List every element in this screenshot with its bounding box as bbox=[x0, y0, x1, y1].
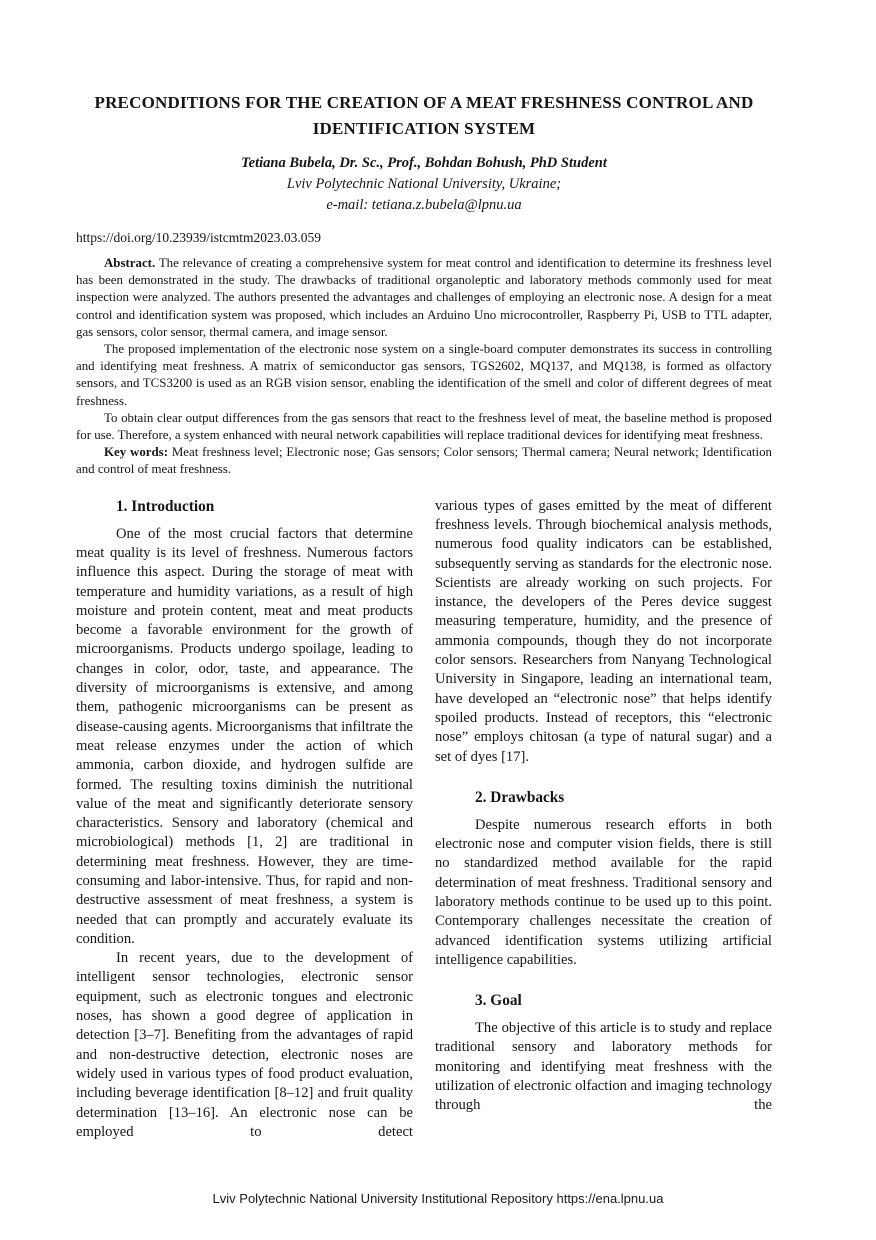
repository-footer: Lviv Polytechnic National University Institutional Repository https://ena.lpnu.ua bbox=[212, 1191, 664, 1206]
paper-title: PRECONDITIONS FOR THE CREATION OF A MEAT FRESHNESS CONTROL AND IDENTIFICATION SYSTEM bbox=[94, 93, 754, 138]
right-column bbox=[435, 497, 772, 1143]
introduction-paragraph-2-continuation: various types of gases emitted by the meat of different freshness levels. Through biochemical analysis methods, numerous food quality indicators can be established, subsequently serving as standards for the electronic nose. Scientists are already working on such projects. For instance, the developers of the Peres device suggest measuring temperature, humidity, and the presence of ammonia compounds, though they do not incorporate color sensors. Researchers from Nanyang Technological University in Singapore, leading an international team, have developed an “electronic nose” that helps identify spoiled products. Instead of receptors, this “electronic nose” employs chitosan (a type of natural sugar) and a set of dyes [17]. bbox=[435, 497, 772, 765]
abstract-block bbox=[76, 255, 772, 479]
left-column bbox=[76, 497, 413, 1143]
keywords-paragraph bbox=[76, 444, 772, 478]
page-content bbox=[76, 0, 772, 1142]
abstract-label: Abstract. bbox=[104, 256, 156, 270]
section-heading-introduction: 1. Introduction bbox=[116, 497, 215, 515]
drawbacks-paragraph-1: Despite numerous research efforts in both electronic nose and computer vision fields, there is still no standardized method available for the rapid determination of meat freshness. Traditional sensory and laboratory methods continue to be used up to this point. Contemporary challenges necessitate the creation of advanced identification systems utilizing artificial intelligence capabilities. bbox=[435, 816, 772, 968]
section-heading-drawbacks: 2. Drawbacks bbox=[475, 788, 565, 806]
two-column-body bbox=[76, 497, 772, 1143]
goal-paragraph-1: The objective of this article is to study and replace traditional sensory and laboratory methods for monitoring and identifying meat freshness with the utilization of electronic olfaction and imaging technology through the bbox=[435, 1020, 772, 1114]
doi-text: https://doi.org/10.23939/istcmtm2023.03.059 bbox=[76, 230, 322, 245]
affiliation-line: Lviv Polytechnic National University, Ukraine; bbox=[286, 176, 562, 192]
section-heading-goal: 3. Goal bbox=[475, 992, 522, 1010]
keywords-text: Meat freshness level; Electronic nose; Gas sensors; Color sensors; Thermal camera; Neural network; Identification and control of meat freshness. bbox=[76, 445, 772, 477]
email-line: e-mail: tetiana.z.bubela@lpnu.ua bbox=[326, 197, 522, 213]
introduction-paragraph-2: In recent years, due to the development of intelligent sensor technologies, electronic sensor equipment, such as electronic tongues and electronic noses, has shown a good degree of application in detection [3–7]. Benefiting from the advantages of rapid and non-destructive detection, electronic noses are widely used in various types of food product evaluation, including beverage identification [8–12] and fruit quality determination [13–16]. An electronic nose can be employed to detect bbox=[76, 950, 413, 1140]
authors-line: Tetiana Bubela, Dr. Sc., Prof., Bohdan Bohush, PhD Student bbox=[241, 155, 607, 171]
introduction-paragraph-1: One of the most crucial factors that determine meat quality is its level of freshness. Numerous factors influence this aspect. During the storage of meat with temperature and humidity variations, as a result of high moisture and protein content, meat and meat products become a favorable environment for the growth of microorganisms. Products undergo spoilage, leading to changes in color, odor, taste, and appearance. The diversity of microorganisms is extensive, and among them, pathogenic microorganisms can be present as disease-causing agents. Microorganisms that infiltrate the meat release enzymes under the action of which ammonia, carbon dioxide, and hydrogen sulfide are formed. The resulting toxins diminish the nutritional value of the meat and significantly deteriorate sensory characteristics. Sensory and laboratory (chemical and microbiological) methods [1, 2] are traditional in determining meat freshness. However, they are time-consuming and labor-intensive. Thus, for rapid and non-destructive assessment of meat freshness, a system is needed that can promptly and accurately evaluate its condition. bbox=[76, 525, 413, 947]
keywords-label: Key words: bbox=[104, 445, 168, 460]
abstract-paragraph-1-text: The relevance of creating a comprehensive system for meat control and identification to determine its freshness level has been demonstrated in the study. The drawbacks of traditional organoleptic and laboratory methods commonly used for meat inspection were analyzed. The authors presented the advantages and challenges of employing an electronic nose. A design for a meat control and identification system was proposed, which includes an Arduino Uno microcontroller, Raspberry Pi, USB to TTL adapter, gas sensors, color sensor, thermal camera, and image sensor. bbox=[76, 256, 772, 339]
abstract-paragraph-2: The proposed implementation of the electronic nose system on a single-board computer demonstrates its success in controlling and identifying meat freshness. A matrix of semiconductor gas sensors, TGS2602, MQ137, and MQ138, is formed as olfactory sensors, and TCS3200 is used as an RGB vision sensor, enabling the identification of the smell and color of different degrees of meat freshness. bbox=[76, 342, 772, 408]
abstract-paragraph-3: To obtain clear output differences from the gas sensors that react to the freshness level of meat, the baseline method is proposed for use. Therefore, a system enhanced with neural network capabilities will replace traditional devices for identifying meat freshness. bbox=[76, 410, 772, 443]
abstract-paragraph-1 bbox=[76, 255, 772, 341]
